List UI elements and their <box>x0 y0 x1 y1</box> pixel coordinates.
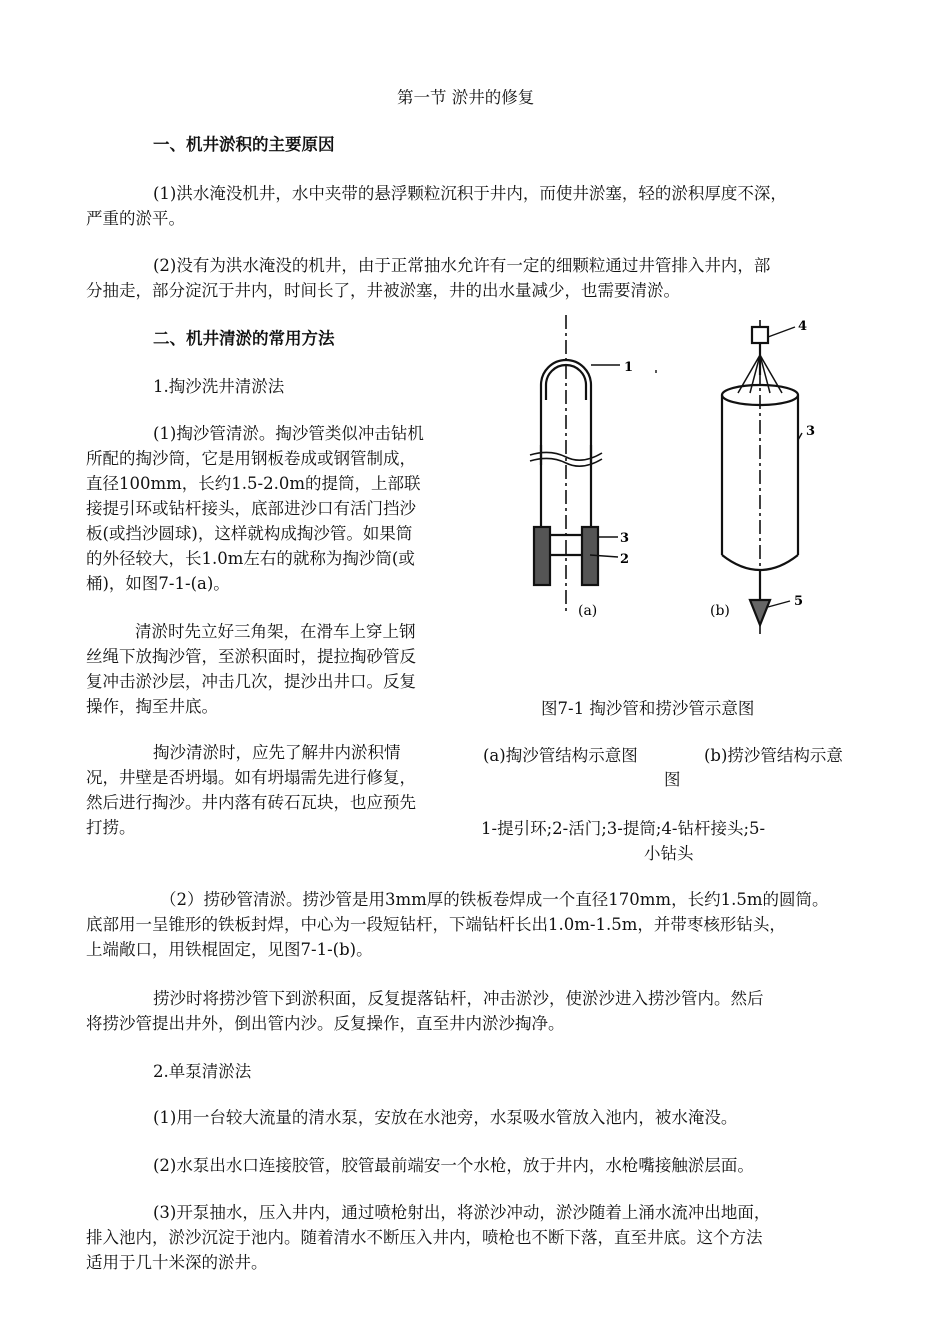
figure-legend-line-2: 小钻头 <box>644 844 694 863</box>
sand-bailer-b-diagram <box>722 320 802 635</box>
m2-p3-line: 排入池内，淤沙沉淀于池内。随着清水不断压入井内，喷枪也不断下落，直至井底。这个方法 <box>86 1228 763 1247</box>
figure-legend-line-1: 1-提引环;2-活门;3-提筒;4-钻杆接头;5- <box>481 819 766 838</box>
m1-p2-line: 复冲击淤沙层，冲击几次，提沙出井口。反复 <box>86 672 416 691</box>
section-heading-2: 二、机井清淤的常用方法 <box>153 329 335 348</box>
m2-p1: (1)用一台较大流量的清水泵，安放在水池旁，水泵吸水管放入池内，被水淹没。 <box>153 1108 738 1127</box>
m1-p5-line: 捞沙时将捞沙管下到淤积面，反复提落钻杆，冲击淤沙，使淤沙进入捞沙管内。然后 <box>153 989 764 1008</box>
m1-p2-line: 操作，掏至井底。 <box>86 697 218 716</box>
callout-3: 3 <box>620 531 630 546</box>
m1-p5-line: 将捞沙管提出井外，倒出管内沙。反复操作，直至井内淤沙掏净。 <box>86 1014 565 1033</box>
m1-p1-line: 接提引环或钻杆接头，底部进沙口有活门挡沙 <box>86 499 416 518</box>
sand-bailer-a-diagram <box>530 315 656 615</box>
page-title: 第一节 淤井的修复 <box>397 88 535 107</box>
m1-p1-line: 桶)，如图7-1-(a)。 <box>86 574 230 593</box>
m2-p2: (2)水泵出水口连接胶管，胶管最前端安一个水枪，放于井内，水枪嘴接触淤层面。 <box>153 1156 754 1175</box>
method-1-heading: 1.掏沙洗井清淤法 <box>153 377 285 396</box>
paragraph-1-line-2: 严重的淤平。 <box>86 209 185 228</box>
m1-p4-line: 上端敞口，用铁棍固定，见图7-1-(b)。 <box>86 940 373 959</box>
m1-p2-line: 清淤时先立好三角架，在滑车上穿上钢 <box>135 622 416 641</box>
figure-sub-a: (a)掏沙管结构示意图 <box>483 746 638 765</box>
paragraph-1-line-1: (1)洪水淹没机井，水中夹带的悬浮颗粒沉积于井内，而使井淤塞，轻的淤积厚度不深， <box>153 184 787 203</box>
m1-p3-line: 况，井壁是否坍塌。如有坍塌需先进行修复， <box>86 768 416 787</box>
label-b: (b) <box>710 603 730 619</box>
figure-sub-b: (b)捞沙管结构示意 <box>704 746 843 765</box>
section-heading-1: 一、机井淤积的主要原因 <box>153 135 335 154</box>
m1-p4-line: （2）捞砂管清淤。捞沙管是用3mm厚的铁板卷焊成一个直径170mm，长约1.5m的圆筒。 <box>160 890 829 909</box>
m1-p1-line: 的外径较大，长1.0m左右的就称为掏沙筒(或 <box>86 549 415 568</box>
m1-p3-line: 然后进行掏沙。井内落有砖石瓦块，也应预先 <box>86 793 416 812</box>
method-2-heading: 2.单泵清淤法 <box>153 1062 252 1081</box>
m1-p4-line: 底部用一呈锥形的铁板封焊，中心为一段短钻杆，下端钻杆长出1.0m-1.5m，并带枣核形钻头， <box>86 915 786 934</box>
callout-3b: 3 <box>806 424 816 439</box>
figure-sub-b-cont: 图 <box>664 770 681 789</box>
paragraph-2-line-1: (2)没有为洪水淹没的机井，由于正常抽水允许有一定的细颗粒通过井管排入井内，部 <box>153 256 771 275</box>
callout-4: 4 <box>798 319 808 334</box>
paragraph-2-line-2: 分抽走，部分淀沉于井内，时间长了，井被淤塞，井的出水量减少，也需要清淤。 <box>86 281 680 300</box>
figure-7-1 <box>510 315 870 640</box>
m2-p3-line: 适用于几十米深的淤井。 <box>86 1253 268 1272</box>
m1-p2-line: 丝绳下放掏沙管，至淤积面时，提拉掏砂管反 <box>86 647 416 666</box>
callout-1: 1 <box>624 360 634 375</box>
m2-p3-line: (3)开泵抽水，压入井内，通过喷枪射出，将淤沙冲动，淤沙随着上涌水流冲出地面， <box>153 1203 771 1222</box>
callout-2: 2 <box>620 552 630 567</box>
figure-caption: 图7-1 掏沙管和捞沙管示意图 <box>541 699 755 718</box>
callout-5: 5 <box>794 594 804 609</box>
m1-p1-line: (1)掏沙管清淤。掏沙管类似冲击钻机 <box>153 424 424 443</box>
m1-p1-line: 直径100mm，长约1.5-2.0m的提筒，上部联 <box>86 474 421 493</box>
m1-p3-line: 掏沙清淤时，应先了解井内淤积情 <box>153 743 401 762</box>
m1-p3-line: 打捞。 <box>86 818 136 837</box>
m1-p1-line: 板(或挡沙圆球)，这样就构成掏沙管。如果筒 <box>86 524 413 543</box>
label-a: (a) <box>578 603 598 619</box>
m1-p1-line: 所配的掏沙筒，它是用钢板卷成或钢管制成， <box>86 449 416 468</box>
